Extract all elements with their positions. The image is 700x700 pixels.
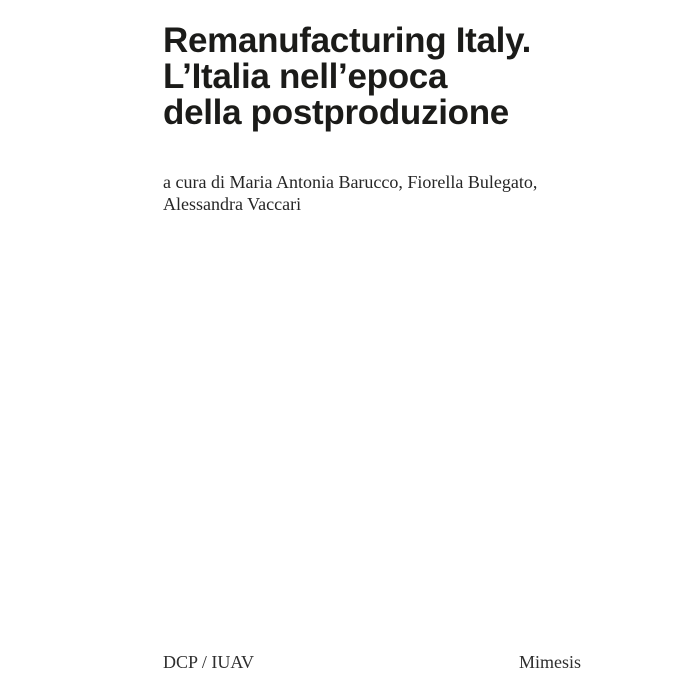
book-title-line-1: Remanufacturing Italy. bbox=[163, 21, 532, 60]
footer bbox=[163, 652, 581, 673]
book-title bbox=[163, 23, 531, 131]
institution-label: DCP / IUAV bbox=[163, 652, 255, 672]
editors-credit-line-2: Alessandra Vaccari bbox=[163, 194, 302, 214]
publisher-label: Mimesis bbox=[518, 652, 581, 672]
editors-credit bbox=[163, 171, 537, 215]
book-title-line-3: della postproduzione bbox=[163, 93, 509, 132]
editors-credit-line-1: a cura di Maria Antonia Barucco, Fiorella Bulegato, bbox=[163, 172, 538, 192]
book-title-line-2: L’Italia nell’epoca bbox=[163, 57, 448, 96]
